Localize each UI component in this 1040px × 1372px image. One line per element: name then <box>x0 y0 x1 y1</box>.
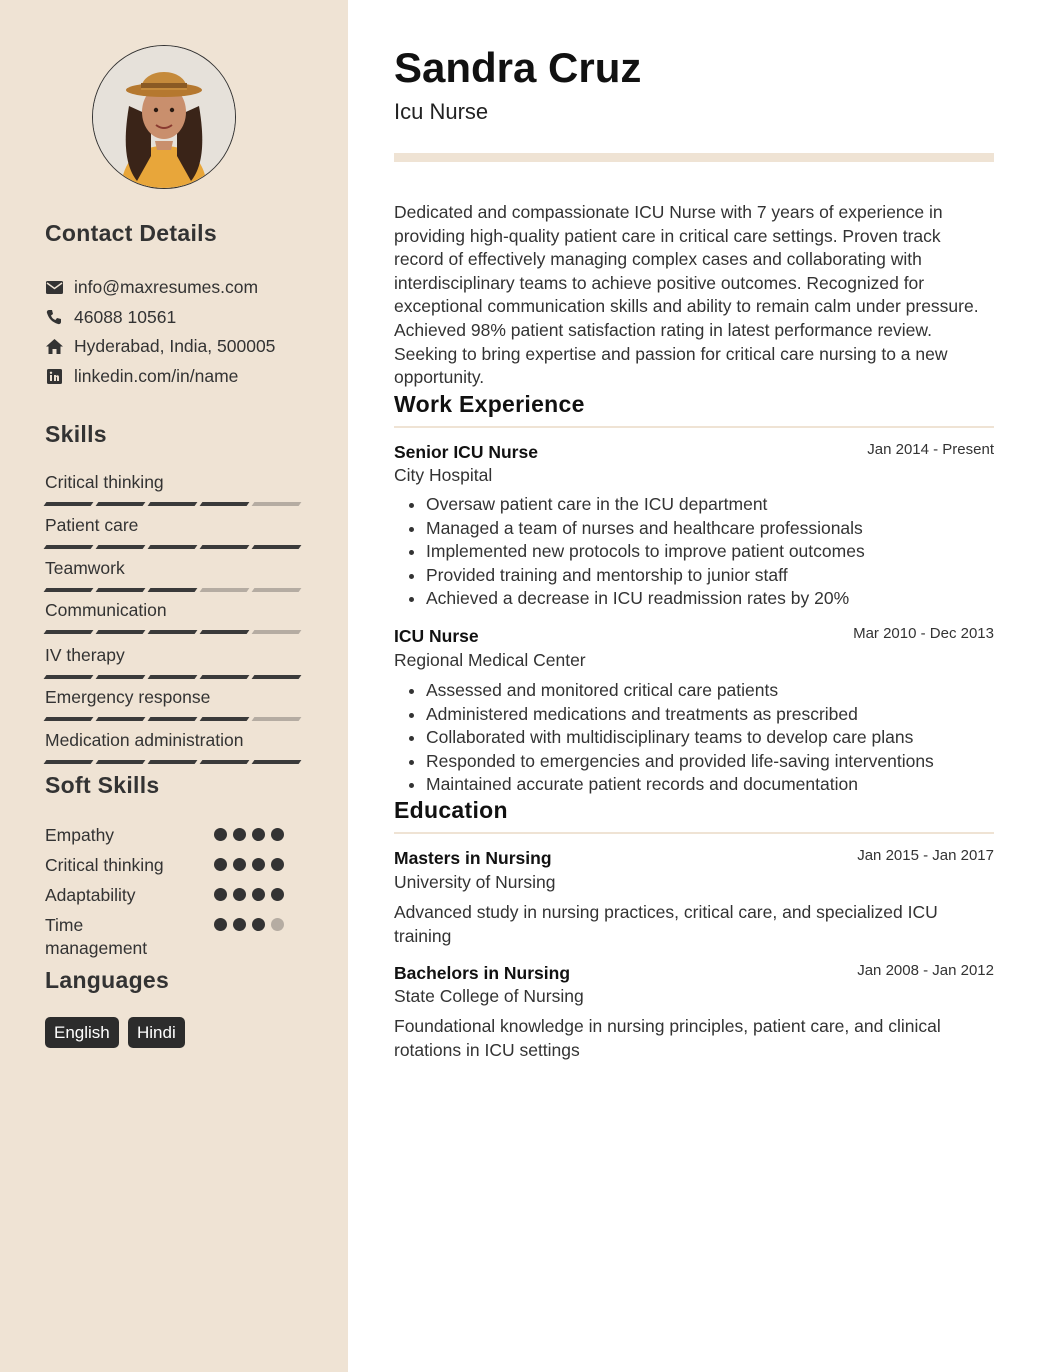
job-bullet: • Assessed and monitored critical care patients <box>426 679 934 703</box>
job-title: Senior ICU Nurse <box>394 442 538 462</box>
skill-level-segment <box>252 675 302 679</box>
languages-heading: Languages <box>45 967 170 993</box>
skill-level-segment <box>200 717 250 721</box>
skill-level-bar <box>45 675 300 679</box>
skill-level-bar <box>45 630 300 634</box>
contact-linkedin-text[interactable]: linkedin.com/in/name <box>74 365 239 386</box>
skill-level-segment <box>252 545 302 549</box>
job-bullet: • Maintained accurate patient records and documentation <box>426 773 934 797</box>
candidate-role: Icu Nurse <box>394 99 489 124</box>
degree-title: Masters in Nursing <box>394 848 552 868</box>
education-date: Jan 2008 - Jan 2012 <box>857 962 994 979</box>
contact-heading: Contact Details <box>45 220 217 246</box>
job-organization: Regional Medical Center <box>394 650 586 670</box>
summary-text: Dedicated and compassionate ICU Nurse with 7 years of experience in providing high-quality patient care in critical care settings. Proven track record of effectively managing complex cases and collaborating with interdisciplinary teams to achieve positive outcomes. Recognized for exceptional communication skills and ability to remain calm under pressure. Achieved 98% patient satisfaction rating in latest performance review. Seeking to bring expertise and passion for critical care nursing to a new opportunity. <box>394 202 979 388</box>
skill-level-bar <box>45 760 300 764</box>
soft-skill-dot <box>214 888 227 901</box>
soft-skill-dot <box>214 828 227 841</box>
contact-linkedin <box>45 364 238 388</box>
skill-level-segment <box>44 630 94 634</box>
skill-level-bar <box>45 717 300 721</box>
skill-level-segment <box>252 502 302 506</box>
job-bullet: • Managed a team of nurses and healthcare professionals <box>426 517 865 541</box>
job-bullet: • Responded to emergencies and provided life-saving interventions <box>426 750 934 774</box>
school-name: University of Nursing <box>394 872 556 892</box>
contact-phone <box>45 305 176 329</box>
skill-level-segment <box>96 588 146 592</box>
school-name: State College of Nursing <box>394 986 584 1006</box>
skill-level-segment <box>252 717 302 721</box>
skill-level-segment <box>148 545 198 549</box>
skill-level-segment <box>44 588 94 592</box>
skill-level-segment <box>44 545 94 549</box>
soft-skill-dot <box>233 918 246 931</box>
job-bullet: • Oversaw patient care in the ICU department <box>426 493 865 517</box>
soft-skills-heading: Soft Skills <box>45 772 160 798</box>
skill-level-segment <box>96 545 146 549</box>
skill-level-segment <box>44 675 94 679</box>
skill-level-segment <box>44 760 94 764</box>
contact-address-text: Hyderabad, India, 500005 <box>74 335 276 356</box>
skill-level-segment <box>96 675 146 679</box>
contact-phone-text[interactable]: 46088 10561 <box>74 306 177 327</box>
soft-skill-dot <box>271 918 284 931</box>
skill-name: Critical thinking <box>45 472 164 492</box>
soft-skill-dots <box>214 918 284 931</box>
skill-level-segment <box>148 502 198 506</box>
soft-skill-name: Adaptability <box>45 885 136 905</box>
education-date: Jan 2015 - Jan 2017 <box>857 847 994 864</box>
job-bullet: • Achieved a decrease in ICU readmission rates by 20% <box>426 587 865 611</box>
soft-skill-dot <box>271 888 284 901</box>
sidebar <box>0 0 348 1372</box>
job-bullet: • Administered medications and treatments as prescribed <box>426 703 934 727</box>
soft-skill-name: Critical thinking <box>45 855 164 875</box>
degree-title: Bachelors in Nursing <box>394 963 571 983</box>
job-bullets <box>394 493 865 611</box>
work-experience-heading: Work Experience <box>394 391 585 417</box>
skill-level-segment <box>148 675 198 679</box>
soft-skill-dot <box>271 828 284 841</box>
job-title: ICU Nurse <box>394 626 479 646</box>
skill-level-segment <box>200 630 250 634</box>
skill-name: Medication administration <box>45 730 244 750</box>
skill-level-segment <box>200 675 250 679</box>
skill-level-segment <box>96 760 146 764</box>
skill-level-segment <box>252 588 302 592</box>
soft-skill-name: Time management <box>45 915 148 958</box>
job-date: Jan 2014 - Present <box>867 441 994 458</box>
soft-skill-dot <box>252 888 265 901</box>
soft-skill-dot <box>233 888 246 901</box>
education-heading: Education <box>394 797 508 823</box>
contact-email <box>45 275 258 299</box>
skill-level-segment <box>252 630 302 634</box>
profile-photo <box>93 46 235 188</box>
job-bullet: • Implemented new protocols to improve patient outcomes <box>426 540 865 564</box>
candidate-name: Sandra Cruz <box>394 44 642 91</box>
skill-level-segment <box>148 717 198 721</box>
skill-level-segment <box>148 588 198 592</box>
soft-skill-dot <box>233 858 246 871</box>
skill-level-segment <box>200 588 250 592</box>
skill-level-segment <box>44 502 94 506</box>
soft-skill-dot <box>233 828 246 841</box>
avatar <box>92 45 236 189</box>
soft-skill-dot <box>252 828 265 841</box>
soft-skill-name: Empathy <box>45 825 115 845</box>
skill-level-segment <box>96 502 146 506</box>
soft-skill-dots <box>214 858 284 871</box>
job-date: Mar 2010 - Dec 2013 <box>853 625 994 642</box>
home-icon <box>45 337 63 355</box>
skill-level-segment <box>44 717 94 721</box>
skill-level-bar <box>45 545 300 549</box>
skill-level-segment <box>252 760 302 764</box>
education-description: Advanced study in nursing practices, critical care, and specialized ICU training <box>394 902 938 946</box>
header-divider <box>394 153 994 162</box>
skill-level-bar <box>45 502 300 506</box>
section-divider <box>394 426 994 428</box>
skill-level-segment <box>148 630 198 634</box>
soft-skill-dot <box>252 858 265 871</box>
skill-level-segment <box>200 545 250 549</box>
skill-level-bar <box>45 588 300 592</box>
skill-name: Communication <box>45 600 167 620</box>
language-tag: English <box>45 1017 119 1048</box>
job-bullets <box>394 679 934 797</box>
skill-level-segment <box>96 630 146 634</box>
soft-skill-dot <box>214 918 227 931</box>
skill-name: Patient care <box>45 515 139 535</box>
job-organization: City Hospital <box>394 465 493 485</box>
contact-address <box>45 334 275 358</box>
skill-level-segment <box>96 717 146 721</box>
soft-skill-dots <box>214 888 284 901</box>
soft-skill-dots <box>214 828 284 841</box>
soft-skill-dot <box>214 858 227 871</box>
job-bullet: • Collaborated with multidisciplinary teams to develop care plans <box>426 726 934 750</box>
section-divider <box>394 832 994 834</box>
skill-name: IV therapy <box>45 645 125 665</box>
soft-skill-dot <box>271 858 284 871</box>
skill-level-segment <box>148 760 198 764</box>
skill-name: Teamwork <box>45 558 125 578</box>
language-tag: Hindi <box>128 1017 185 1048</box>
skill-level-segment <box>200 502 250 506</box>
linkedin-icon <box>45 367 63 385</box>
phone-icon <box>45 308 63 326</box>
education-description: Foundational knowledge in nursing principles, patient care, and clinical rotations in ICU settings <box>394 1016 941 1060</box>
soft-skill-dot <box>252 918 265 931</box>
skill-name: Emergency response <box>45 687 211 707</box>
job-bullet: • Provided training and mentorship to junior staff <box>426 564 865 588</box>
skill-level-segment <box>200 760 250 764</box>
contact-email-text[interactable]: info@maxresumes.com <box>74 276 259 297</box>
skills-heading: Skills <box>45 421 107 447</box>
envelope-icon <box>45 278 63 296</box>
